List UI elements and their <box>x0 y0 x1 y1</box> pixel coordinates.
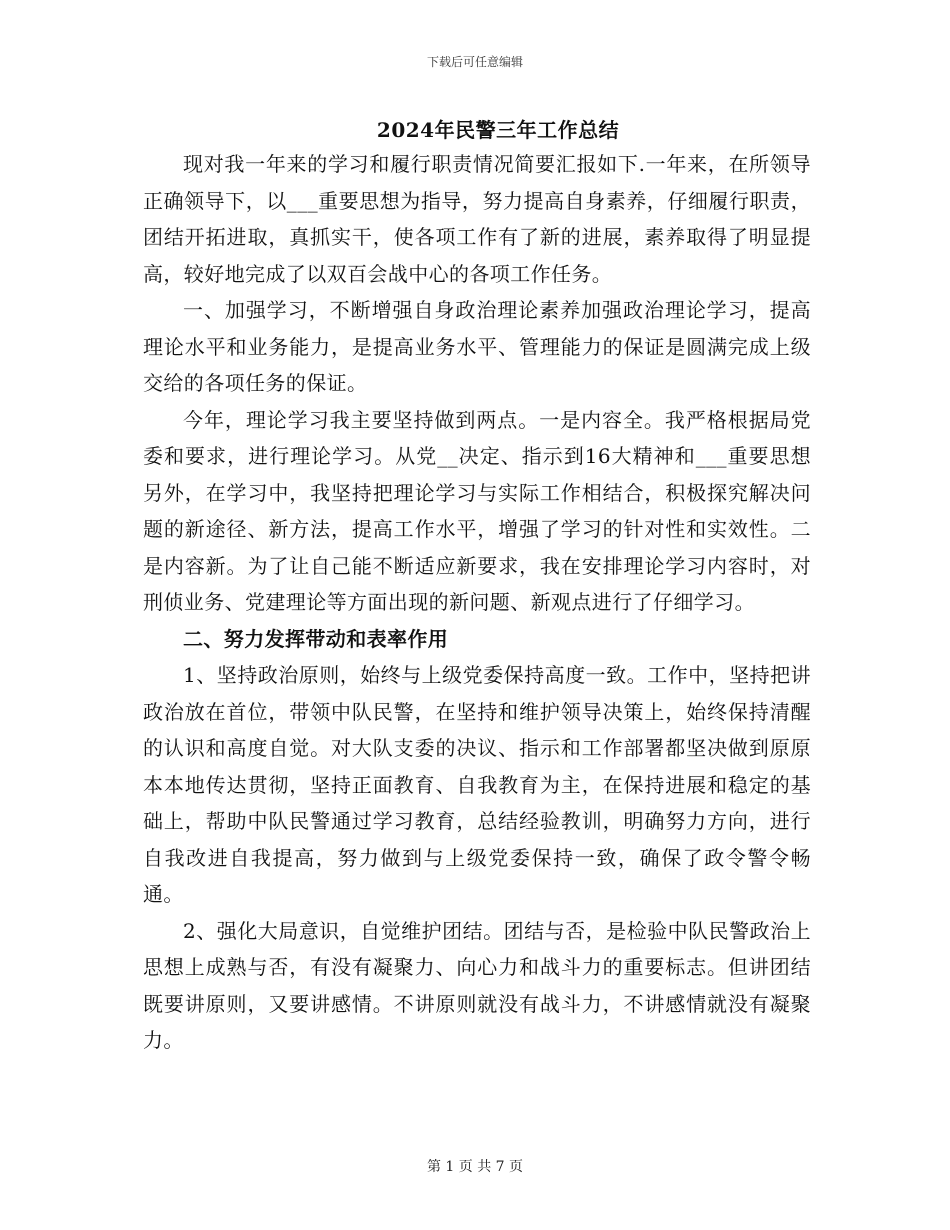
paragraph-section-one: 一、加强学习，不断增强自身政治理论素养加强政治理论学习，提高理论水平和业务能力，是提高业务水平、管理能力的保证是圆满完成上级交给的各项任务的保证。 <box>143 298 811 395</box>
paragraph-unity: 2、强化大局意识，自觉维护团结。团结与否，是检验中队民警政治上思想上成熟与否，有没有凝聚力、向心力和战斗力的重要标志。但讲团结既要讲原则，又要讲感情。不讲原则就没有战斗力，不讲感情就没有凝聚力。 <box>143 918 811 1052</box>
section-heading-two: 二、努力发挥带动和表率作用 <box>183 626 449 651</box>
paragraph-political-principle: 1、坚持政治原则，始终与上级党委保持高度一致。工作中，坚持把讲政治放在首位，带领中队民警，在坚持和维护领导决策上，始终保持清醒的认识和高度自觉。对大队支委的决议、指示和工作部署都坚决做到原原本本地传达贯彻，坚持正面教育、自我教育为主，在保持进展和稳定的基础上，帮助中队民警通过学习教育，总结经验教训，明确努力方向，进行自我改进自我提高，努力做到与上级党委保持一致，确保了政令警令畅通。 <box>143 663 811 906</box>
header-note: 下载后可任意编辑 <box>426 55 523 69</box>
page-footer: 第 1 页 共 7 页 <box>426 1159 524 1175</box>
paragraph-intro: 现对我一年来的学习和履行职责情况简要汇报如下.一年来，在所领导正确领导下，以___重要思想为指导，努力提高自身素养，仔细履行职责，团结开拓进取，真抓实干，使各项工作有了新的进展，素养取得了明显提高，较好地完成了以双百会战中心的各项工作任务。 <box>143 152 811 286</box>
document-body <box>143 146 811 1059</box>
document-title: 2024年民警三年工作总结 <box>376 118 620 142</box>
paragraph-theory-study: 今年，理论学习我主要坚持做到两点。一是内容全。我严格根据局党委和要求，进行理论学习。从党__决定、指示到16大精神和___重要思想另外，在学习中，我坚持把理论学习与实际工作相结合，积极探究解决问题的新途径、新方法，提高工作水平，增强了学习的针对性和实效性。二是内容新。为了让自己能不断适应新要求，我在安排理论学习内容时，对刑侦业务、党建理论等方面出现的新问题、新观点进行了仔细学习。 <box>143 407 811 614</box>
